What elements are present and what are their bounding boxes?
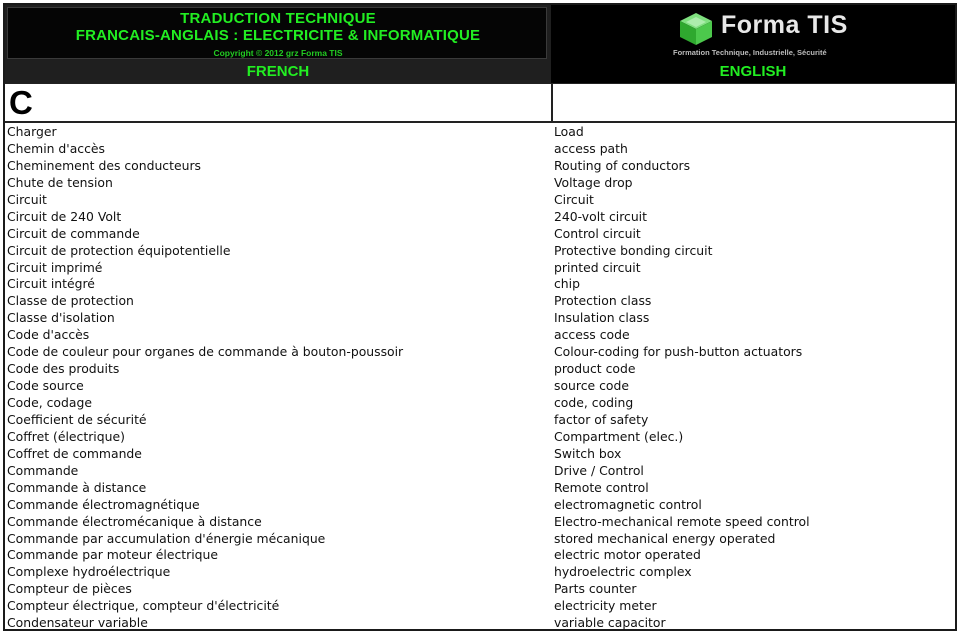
dictionary-page [3, 3, 957, 631]
french-term: Condensateur variable [7, 615, 148, 631]
entry-row [5, 191, 955, 208]
french-term: Code, codage [7, 395, 92, 410]
entry-row [5, 292, 955, 309]
french-term: Code de couleur pour organes de commande à bouton-poussoir [7, 344, 404, 360]
french-term: Compteur de pièces [7, 581, 132, 597]
english-term: code, coding [554, 395, 634, 410]
column-header-english: ENGLISH [719, 63, 787, 80]
french-term: Compteur électrique, compteur d'électricité [7, 598, 280, 614]
english-term: factor of safety [554, 411, 649, 427]
entry-row [5, 513, 955, 530]
french-term: Cheminement des conducteurs [7, 157, 202, 173]
french-term: Charger [7, 124, 57, 139]
french-term: Commande électromagnétique [7, 496, 200, 512]
entry-row [5, 496, 955, 513]
english-term: Parts counter [554, 581, 637, 597]
entry-row [5, 394, 955, 411]
entry-row [5, 326, 955, 343]
entry-row [5, 123, 955, 140]
french-term: Circuit intégré [7, 276, 95, 292]
french-term: Circuit de commande [7, 225, 140, 241]
entry-row [5, 597, 955, 614]
logo-tagline: Formation Technique, Industrielle, Sécurité [673, 48, 827, 57]
english-term: Control circuit [554, 225, 641, 241]
english-term: hydroelectric complex [554, 564, 692, 580]
english-term: electricity meter [554, 598, 657, 614]
english-term: Electro-mechanical remote speed control [554, 513, 810, 529]
entry-row [5, 546, 955, 563]
french-term: Classe de protection [7, 293, 134, 309]
green-cube-icon [677, 11, 715, 47]
english-term: source code [554, 378, 629, 394]
english-term: 240-volt circuit [554, 208, 647, 224]
french-term: Classe d'isolation [7, 310, 115, 326]
entry-row [5, 360, 955, 377]
english-term: product code [554, 361, 636, 377]
title-box [7, 7, 547, 59]
english-term: electromagnetic control [554, 496, 702, 512]
english-term: Circuit [554, 191, 594, 207]
english-term: stored mechanical energy operated [554, 530, 776, 546]
english-term: printed circuit [554, 259, 641, 275]
french-term: Commande [7, 462, 79, 478]
english-term: Drive / Control [554, 462, 644, 478]
header-right [551, 5, 955, 83]
french-term: Commande à distance [7, 479, 147, 495]
french-term: Circuit de 240 Volt [7, 208, 122, 224]
english-term: Protection class [554, 293, 652, 309]
english-term: access code [554, 327, 630, 343]
entry-row [5, 411, 955, 428]
french-term: Complexe hydroélectrique [7, 564, 171, 580]
french-term: Coffret de commande [7, 445, 142, 461]
section-letter: C [9, 84, 33, 121]
english-term: Load [554, 124, 584, 139]
english-term: Insulation class [554, 310, 650, 326]
english-term: Switch box [554, 445, 622, 461]
english-term: electric motor operated [554, 547, 701, 563]
french-term: Circuit de protection équipotentielle [7, 242, 231, 258]
french-term: Commande électromécanique à distance [7, 513, 262, 529]
entry-row [5, 157, 955, 174]
entry-row [5, 343, 955, 360]
french-term: Chemin d'accès [7, 140, 105, 156]
entry-row [5, 309, 955, 326]
entry-row [5, 462, 955, 479]
french-term: Circuit imprimé [7, 259, 103, 275]
french-term: Circuit [7, 191, 47, 207]
entry-row [5, 174, 955, 191]
column-divider [551, 84, 553, 122]
entry-row [5, 225, 955, 242]
english-term: Routing of conductors [554, 157, 691, 173]
entry-list [5, 123, 955, 631]
entry-row [5, 242, 955, 259]
french-term: Code des produits [7, 361, 120, 377]
english-term: Compartment (elec.) [554, 428, 684, 444]
entry-row [5, 377, 955, 394]
entry-row [5, 614, 955, 631]
entry-row [5, 428, 955, 445]
french-term: Coffret (électrique) [7, 428, 125, 444]
entry-row [5, 445, 955, 462]
title-line-1: TRADUCTION TECHNIQUE [180, 10, 376, 27]
entry-row [5, 259, 955, 276]
french-term: Code source [7, 378, 84, 394]
title-line-2: FRANCAIS-ANGLAIS : ELECTRICITE & INFORMATIQUE [75, 27, 481, 44]
english-term: access path [554, 140, 628, 156]
header-left [5, 5, 551, 83]
french-term: Chute de tension [7, 174, 113, 190]
english-term: Voltage drop [554, 174, 633, 190]
entry-row [5, 479, 955, 496]
english-term: variable capacitor [554, 615, 666, 631]
french-term: Coefficient de sécurité [7, 411, 147, 427]
english-term: Colour-coding for push-button actuators [554, 344, 803, 360]
english-term: Protective bonding circuit [554, 242, 713, 258]
entry-row [5, 580, 955, 597]
copyright-text: Copyright © 2012 grz Forma TIS [213, 48, 343, 58]
entry-row [5, 530, 955, 547]
french-term: Code d'accès [7, 327, 90, 343]
entry-row [5, 563, 955, 580]
entry-row [5, 140, 955, 157]
entry-row [5, 275, 955, 292]
entry-row [5, 208, 955, 225]
english-term: chip [554, 276, 580, 292]
column-header-french: FRENCH [246, 63, 310, 80]
french-term: Commande par moteur électrique [7, 547, 218, 563]
french-term: Commande par accumulation d'énergie mécanique [7, 530, 326, 546]
english-term: Remote control [554, 479, 649, 495]
logo-name: Forma TIS [721, 11, 848, 39]
section-letter-row [5, 83, 955, 123]
